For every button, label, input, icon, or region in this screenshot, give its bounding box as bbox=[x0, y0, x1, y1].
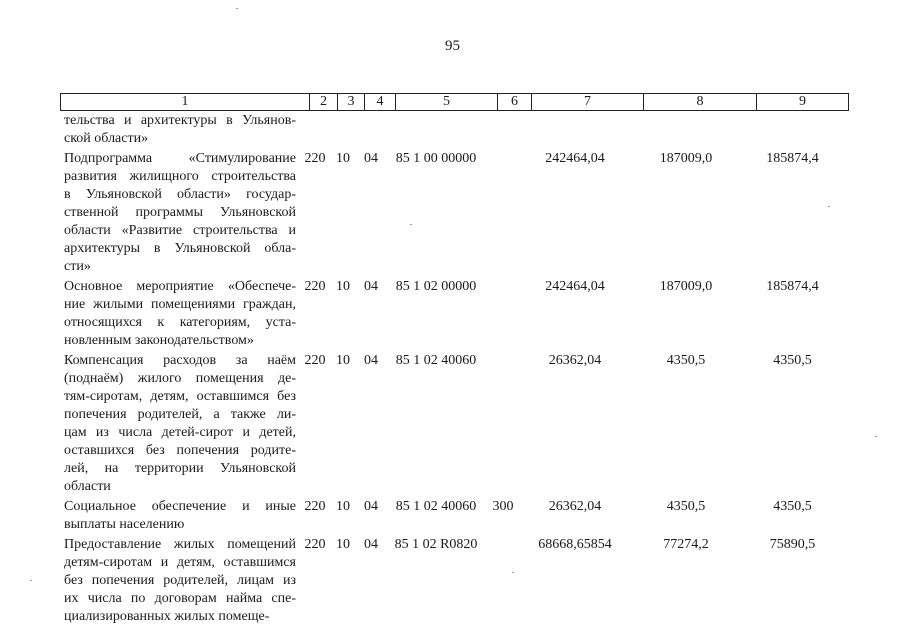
amount-col-7: 68668,65854 bbox=[538, 537, 612, 552]
code-ministry: 220 bbox=[304, 499, 326, 514]
header-row bbox=[61, 94, 849, 111]
description-line: развития жилищного строительства bbox=[64, 169, 296, 184]
code-ministry: 220 bbox=[304, 537, 326, 552]
code-target-article: 85 1 00 00000 bbox=[395, 151, 477, 166]
description-line: Компенсация расходов за наём bbox=[64, 353, 296, 368]
code-section bbox=[330, 112, 356, 148]
amount-col-9: 185874,4 bbox=[766, 151, 819, 166]
amount-col-8: 4350,5 bbox=[666, 499, 706, 514]
code-ministry bbox=[300, 112, 330, 148]
amount-col-7: 242464,04 bbox=[545, 279, 605, 294]
description-line: выплаты населению bbox=[64, 517, 185, 532]
header-col-6: 6 bbox=[498, 94, 532, 111]
scan-speck bbox=[875, 436, 877, 437]
amount-col-8: 187009,0 bbox=[659, 151, 713, 166]
code-section: 10 bbox=[336, 151, 350, 166]
amount-col-8: 187009,0 bbox=[659, 279, 713, 294]
page-number: 95 bbox=[445, 38, 460, 54]
description-line: оставшихся без попечения родите- bbox=[64, 443, 296, 458]
header-col-9: 9 bbox=[757, 94, 849, 111]
amount-col-7 bbox=[520, 112, 630, 148]
scan-speck bbox=[828, 206, 830, 207]
description-line: новленным законодательством» bbox=[64, 333, 254, 348]
code-subsection: 04 bbox=[364, 499, 378, 514]
header-col-8: 8 bbox=[644, 94, 757, 111]
amount-col-8: 4350,5 bbox=[666, 353, 706, 368]
description-line: циализированных жилых помеще- bbox=[64, 609, 270, 624]
code-subsection: 04 bbox=[364, 151, 378, 166]
header-col-5: 5 bbox=[396, 94, 498, 111]
row-description bbox=[60, 536, 300, 626]
code-subsection: 04 bbox=[364, 279, 378, 294]
amount-col-9: 4350,5 bbox=[773, 353, 812, 368]
description-line: без попечения родителей, лицам из bbox=[64, 573, 296, 588]
row-description bbox=[60, 352, 300, 496]
description-line: (поднаём) жилого помещения де- bbox=[64, 371, 296, 386]
description-line: области bbox=[64, 479, 111, 494]
code-target-article: 85 1 02 00000 bbox=[395, 279, 477, 294]
description-line: их числа по договорам найма спе- bbox=[64, 591, 296, 606]
header-col-7: 7 bbox=[532, 94, 644, 111]
description-line: тям-сиротам, детям, оставшимся без bbox=[64, 389, 296, 404]
code-ministry: 220 bbox=[304, 353, 326, 368]
header-col-1: 1 bbox=[61, 94, 310, 111]
description-line: ской области» bbox=[64, 131, 149, 146]
description-line: цам из числа детей-сирот и детей, bbox=[64, 425, 296, 440]
description-line: сти» bbox=[64, 259, 91, 274]
description-line: лей, на территории Ульяновской bbox=[64, 461, 296, 476]
description-line: ние жилыми помещениями граждан, bbox=[64, 297, 296, 312]
code-ministry: 220 bbox=[304, 279, 326, 294]
amount-col-9: 185874,4 bbox=[766, 279, 819, 294]
table-row bbox=[60, 498, 843, 534]
amount-col-9: 4350,5 bbox=[773, 499, 812, 514]
code-target-article: 85 1 02 R0820 bbox=[394, 537, 478, 552]
amount-col-7: 26362,04 bbox=[548, 353, 602, 368]
code-expense-type bbox=[486, 112, 520, 148]
description-line: Подпрограмма «Стимулирование bbox=[64, 151, 296, 166]
table-header bbox=[60, 93, 849, 111]
row-description bbox=[60, 112, 300, 148]
amount-col-7: 26362,04 bbox=[548, 499, 602, 514]
description-line: Основное мероприятие «Обеспече- bbox=[64, 279, 296, 294]
table-body bbox=[60, 112, 843, 628]
code-expense-type: 300 bbox=[492, 499, 514, 514]
code-subsection: 04 bbox=[364, 353, 378, 368]
code-target-article: 85 1 02 40060 bbox=[395, 353, 477, 368]
description-line: Социальное обеспечение и иные bbox=[64, 499, 296, 514]
code-subsection bbox=[356, 112, 386, 148]
table-row bbox=[60, 278, 843, 350]
scan-speck bbox=[30, 580, 32, 581]
code-expense-type bbox=[486, 278, 520, 350]
amount-col-8 bbox=[630, 112, 742, 148]
description-line: Предоставление жилых помещений bbox=[64, 537, 296, 552]
description-line: тельства и архитектуры в Ульянов- bbox=[64, 113, 296, 128]
table-row bbox=[60, 150, 843, 276]
header-col-2: 2 bbox=[310, 94, 338, 111]
description-line: детям-сиротам и детям, оставшимся bbox=[64, 555, 296, 570]
row-description bbox=[60, 150, 300, 276]
description-line: относящихся к категориям, уста- bbox=[64, 315, 296, 330]
row-description bbox=[60, 498, 300, 534]
code-expense-type bbox=[486, 150, 520, 276]
code-section: 10 bbox=[336, 353, 350, 368]
description-line: архитектуры в Ульяновской обла- bbox=[64, 241, 296, 256]
table-row bbox=[60, 112, 843, 148]
code-section: 10 bbox=[336, 537, 350, 552]
scan-speck bbox=[236, 8, 238, 9]
scan-speck bbox=[410, 224, 412, 225]
header-col-3: 3 bbox=[338, 94, 365, 111]
table-row bbox=[60, 536, 843, 626]
description-line: ственной программы Ульяновской bbox=[64, 205, 296, 220]
amount-col-7: 242464,04 bbox=[545, 151, 605, 166]
description-line: попечения родителей, а также ли- bbox=[64, 407, 296, 422]
header-col-4: 4 bbox=[365, 94, 396, 111]
amount-col-8: 77274,2 bbox=[663, 537, 709, 552]
code-ministry: 220 bbox=[304, 151, 326, 166]
scan-speck bbox=[512, 572, 514, 573]
code-expense-type bbox=[486, 352, 520, 496]
amount-col-9 bbox=[742, 112, 843, 148]
table-row bbox=[60, 352, 843, 496]
description-line: в Ульяновской области» государ- bbox=[64, 187, 296, 202]
description-line: области «Развитие строительства и bbox=[64, 223, 296, 238]
code-target-article bbox=[386, 112, 486, 148]
code-expense-type bbox=[486, 536, 520, 626]
code-section: 10 bbox=[336, 499, 350, 514]
row-description bbox=[60, 278, 300, 350]
code-target-article: 85 1 02 40060 bbox=[395, 499, 477, 514]
code-section: 10 bbox=[336, 279, 350, 294]
code-subsection: 04 bbox=[364, 537, 378, 552]
amount-col-9: 75890,5 bbox=[769, 537, 816, 552]
